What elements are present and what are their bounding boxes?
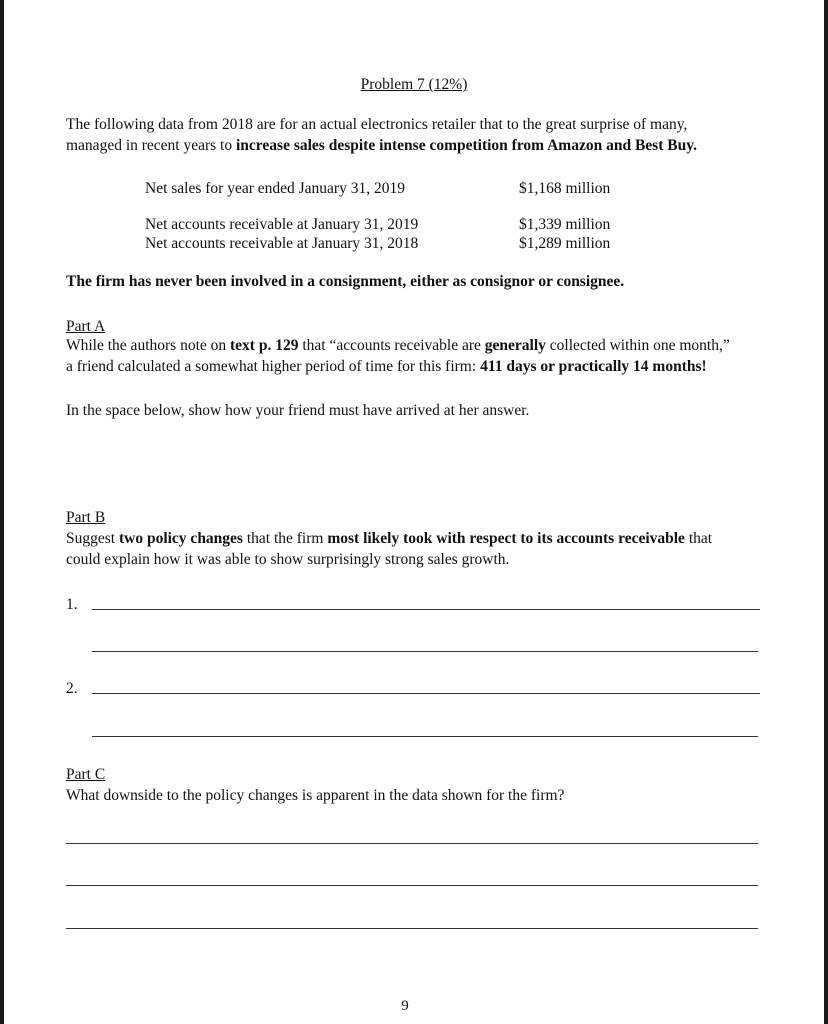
part-b-line-1: Suggest two policy changes that the firm most likely took with respect to its accounts receivable that (66, 530, 713, 547)
part-b-line-2: could explain how it was able to show surprisingly strong sales growth. (66, 551, 510, 568)
page-edge-right (824, 0, 828, 1024)
consignment-note: The firm has never been involved in a consignment, either as consignor or consignee. (66, 273, 625, 290)
answer-line[interactable] (92, 651, 758, 652)
part-a-line-2: a friend calculated a somewhat higher period of time for this firm: 411 days or practically 14 months! (66, 358, 707, 375)
part-b-heading: Part B (66, 509, 106, 526)
part-c-question: What downside to the policy changes is apparent in the data shown for the firm? (66, 787, 565, 804)
data-row-value: $1,168 million (519, 180, 611, 197)
data-row-value: $1,339 million (519, 216, 611, 233)
answer-line[interactable] (66, 885, 758, 886)
data-row-value: $1,289 million (519, 235, 611, 252)
answer-line[interactable] (66, 843, 758, 844)
problem-title: Problem 7 (12%) (360, 76, 468, 93)
intro-line-2: managed in recent years to increase sales despite intense competition from Amazon and Best Buy. (66, 137, 697, 154)
part-a-heading: Part A (66, 318, 106, 335)
page-edge-left (0, 0, 4, 1024)
data-row-label: Net accounts receivable at January 31, 2019 (145, 216, 419, 233)
page-number: 9 (401, 998, 409, 1014)
part-c-heading: Part C (66, 766, 106, 783)
answer-line[interactable] (92, 736, 758, 737)
data-row-label: Net sales for year ended January 31, 2019 (145, 180, 405, 197)
answer-line[interactable] (92, 693, 760, 694)
data-row-label: Net accounts receivable at January 31, 2018 (145, 235, 419, 252)
part-a-line-1: While the authors note on text p. 129 that “accounts receivable are generally collected within one month,” (66, 337, 730, 354)
answer-line[interactable] (92, 609, 760, 610)
intro-line-1: The following data from 2018 are for an actual electronics retailer that to the great surprise of many, (66, 116, 688, 133)
answer-line[interactable] (66, 928, 758, 929)
answer-item-number: 1. (66, 596, 78, 613)
part-a-instruction: In the space below, show how your friend must have arrived at her answer. (66, 402, 530, 419)
answer-item-number: 2. (66, 680, 78, 697)
